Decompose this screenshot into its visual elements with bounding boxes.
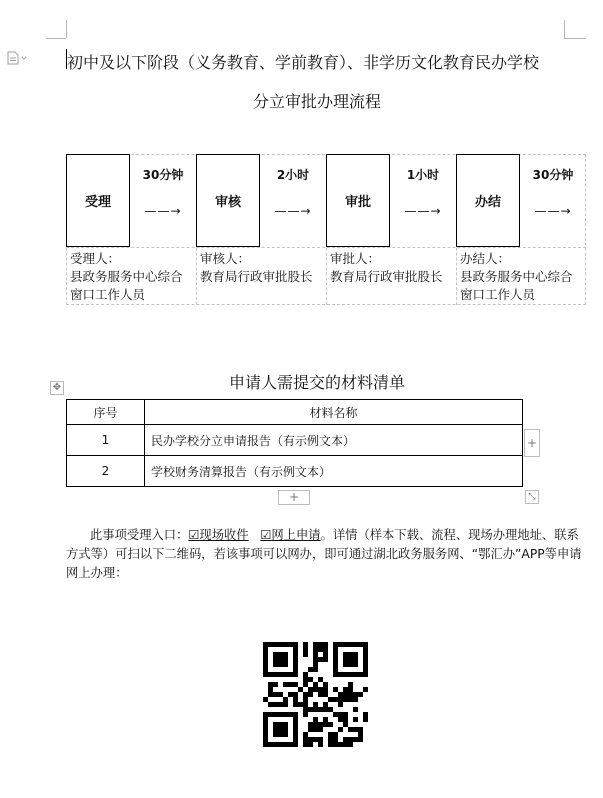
row-material-name: 学校财务清算报告（有示例文本） (145, 456, 523, 487)
flow-step-box: 审批 (326, 154, 390, 247)
flow-person (70, 250, 194, 304)
flow-person-role: 审批人： (330, 251, 381, 266)
flow-person-name: 教育局行政审批股长 (330, 269, 443, 284)
add-row-button[interactable]: + (278, 490, 310, 505)
flow-person-name: 县政务服务中心综合窗口工作人员 (460, 269, 573, 302)
flow-arrow: ——→ (274, 204, 312, 218)
table-move-handle[interactable]: ✥ (50, 381, 64, 395)
flow-person-name: 教育局行政审批股长 (200, 269, 313, 284)
qr-code (263, 642, 368, 747)
document-title-line2: 分立审批办理流程 (252, 92, 381, 111)
header-number: 序号 (67, 400, 145, 425)
table-resize-handle[interactable]: ⤡ (525, 490, 539, 504)
flow-person-name: 县政务服务中心综合窗口工作人员 (70, 269, 183, 302)
entry-prefix: 此事项受理入口： (90, 528, 189, 542)
crop-mark-top-right-h (564, 38, 586, 39)
document-title-line1: 初中及以下阶段（义务教育、学前教育）、非学历文化教育民办学校 (67, 53, 540, 72)
onsite-checkbox[interactable]: ☑现场收件 (188, 528, 249, 542)
flow-duration: 2小时 (276, 168, 310, 182)
crop-mark-top-left-v (66, 20, 67, 38)
add-column-button[interactable]: + (524, 429, 540, 457)
flow-duration: 30分钟 (532, 168, 574, 182)
crop-mark-top-right-v (564, 20, 565, 38)
header-material-name: 材料名称 (145, 400, 523, 425)
online-checkbox[interactable]: ☑网上申请 (260, 528, 321, 542)
flow-duration: 30分钟 (142, 168, 184, 182)
flow-person-role: 受理人： (70, 251, 121, 266)
flow-person-role: 审核人： (200, 251, 251, 266)
materials-table (66, 399, 523, 487)
flow-duration: 1小时 (406, 168, 440, 182)
flow-person (460, 250, 584, 304)
row-material-name: 民办学校分立申请报告（有示例文本） (145, 425, 523, 456)
table-header-row (67, 400, 523, 425)
flow-arrow: ——→ (144, 204, 182, 218)
flow-person (330, 250, 454, 286)
flow-step-box: 受理 (66, 154, 130, 247)
document-icon[interactable] (7, 51, 27, 65)
entry-paragraph (66, 526, 586, 583)
flow-person-role: 办结人： (460, 251, 511, 266)
flow-person (200, 250, 324, 286)
flow-grid-line (66, 247, 586, 248)
crop-mark-top-left-h (46, 38, 66, 39)
flow-step-box: 审核 (196, 154, 260, 247)
row-number: 1 (67, 425, 145, 456)
flow-arrow: ——→ (534, 204, 572, 218)
materials-title: 申请人需提交的材料清单 (228, 373, 405, 392)
flow-step-box: 办结 (456, 154, 520, 247)
flow-arrow: ——→ (404, 204, 442, 218)
row-number: 2 (67, 456, 145, 487)
table-row (67, 456, 523, 487)
table-row (67, 425, 523, 456)
entry-suffix: 。详情（样本下载、流程、现场办理地址、联系方式等）可扫以下二维码，若该事项可以网办，即可通过湖北政务服务网、“鄂汇办”APP等申请网上办理： (66, 528, 582, 580)
